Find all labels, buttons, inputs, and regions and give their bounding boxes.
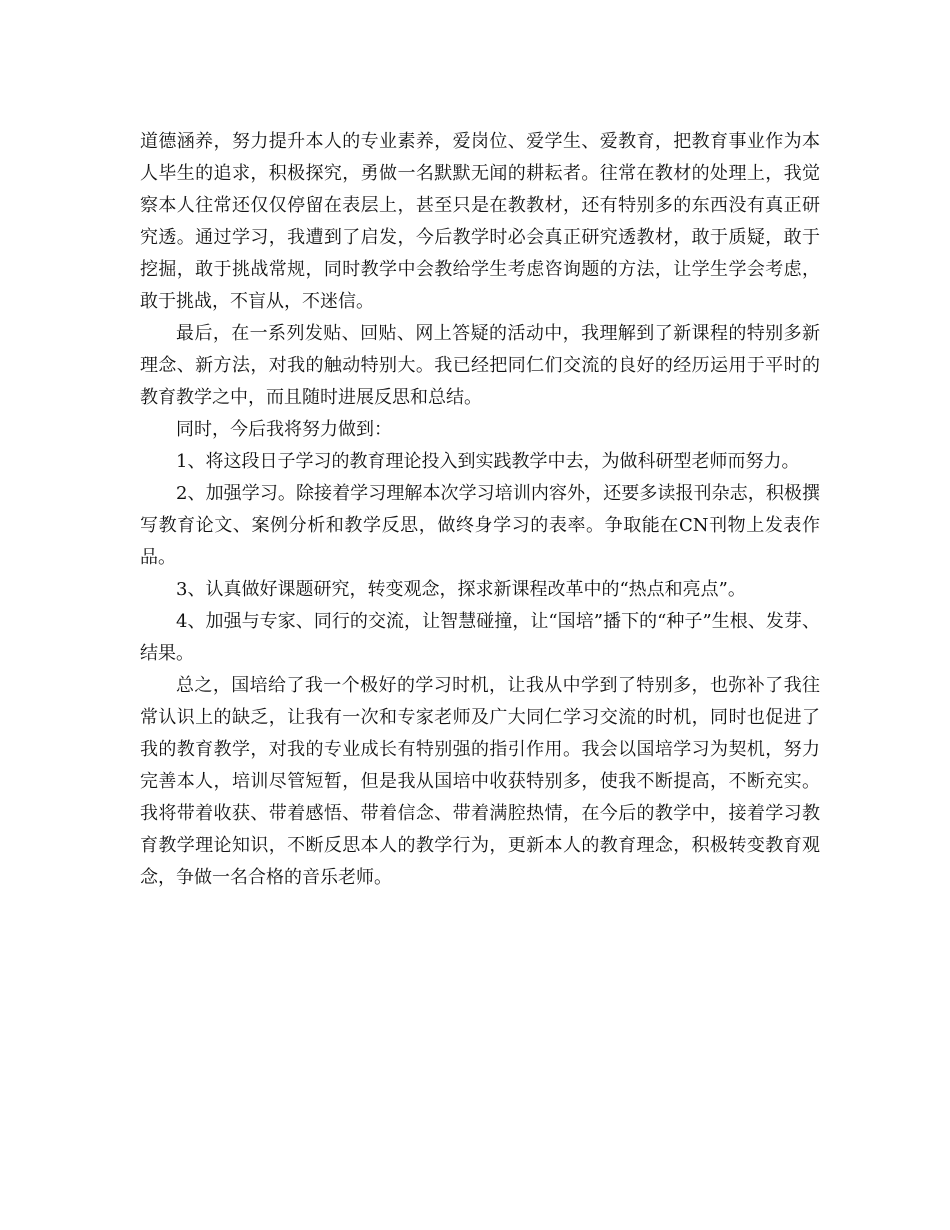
- paragraph-8: 总之，国培给了我一个极好的学习时机，让我从中学到了特别多，也弥补了我往常认识上的缺乏，让我有一次和专家老师及广大同仁学习交流的时机，同时也促进了我的教育教学，对我的专业成长有特别强的指引作用。我会以国培学习为契机，努力完善本人，培训尽管短暂，但是我从国培中收获特别多，使我不断提高，不断充实。我将带着收获、带着感悟、带着信念、带着满腔热情，在今后的教学中，接着学习教育教学理论知识，不断反思本人的教学行为，更新本人的教育理念，积极转变教育观念，争做一名合格的音乐老师。: [140, 675, 820, 888]
- paragraph-3: 同时，今后我将努力做到：: [176, 419, 392, 440]
- paragraph-5: 2、加强学习。除接着学习理解本次学习培训内容外，还要多读报刊杂志，积极撰写教育论文、案例分析和教学反思，做终身学习的表率。争取能在CN刊物上发表作品。: [140, 483, 820, 568]
- paragraph-2: 最后，在一系列发贴、回贴、网上答疑的活动中，我理解到了新课程的特别多新理念、新方法，对我的触动特别大。我已经把同仁们交流的良好的经历运用于平时的教育教学之中，而且随时进展反思和总结。: [140, 323, 820, 408]
- paragraph-6: 3、认真做好课题研究，转变观念，探求新课程改革中的“热点和亮点”。: [176, 579, 746, 600]
- document-body: [140, 126, 820, 894]
- paragraph-7: 4、加强与专家、同行的交流，让智慧碰撞，让“国培”播下的“种子”生根、发芽、结果。: [140, 611, 820, 664]
- paragraph-4: 1、将这段日子学习的教育理论投入到实践教学中去，为做科研型老师而努力。: [176, 451, 800, 472]
- paragraph-1: 道德涵养，努力提升本人的专业素养，爱岗位、爱学生、爱教育，把教育事业作为本人毕生的追求，积极探究，勇做一名默默无闻的耕耘者。往常在教材的处理上，我觉察本人往常还仅仅停留在表层上，甚至只是在教教材，还有特别多的东西没有真正研究透。通过学习，我遭到了启发，今后教学时必会真正研究透教材，敢于质疑，敢于挖掘，敢于挑战常规，同时教学中会教给学生考虑咨询题的方法，让学生学会考虑，敢于挑战，不盲从，不迷信。: [140, 131, 820, 312]
